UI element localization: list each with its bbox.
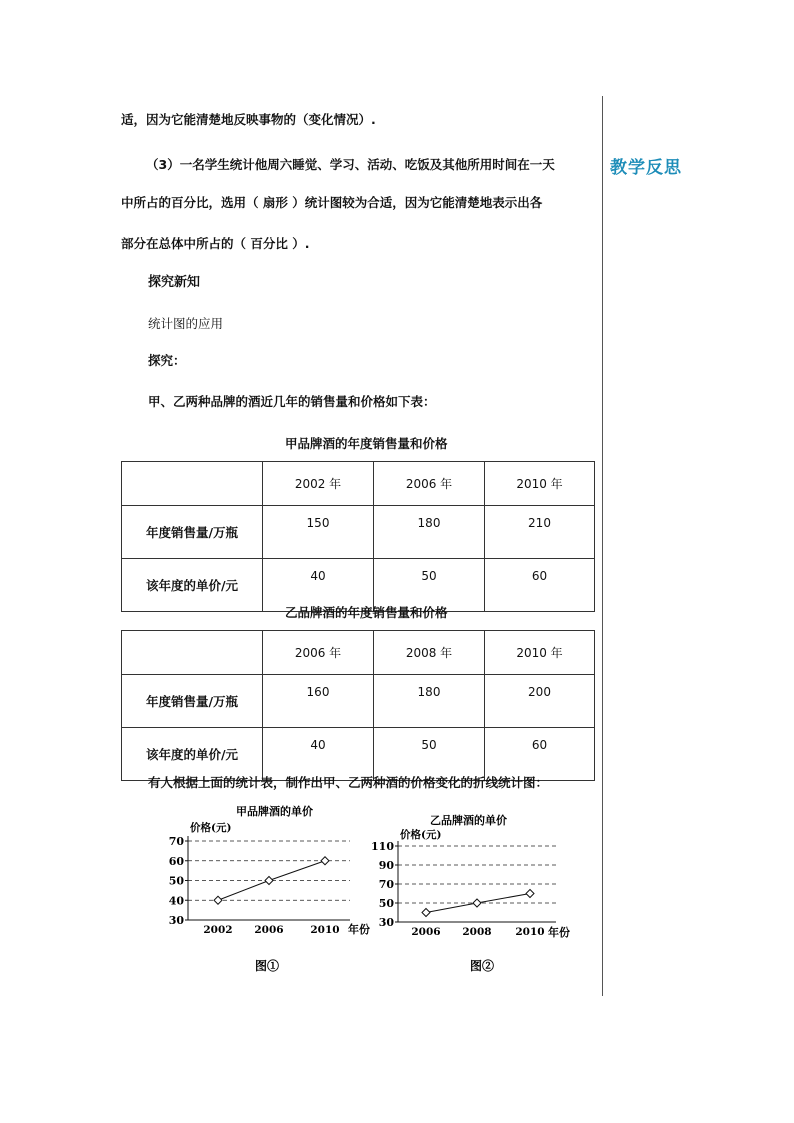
table-cell: 50 <box>374 728 485 781</box>
table-cell: 40 <box>263 728 374 781</box>
y-tick-label: 30 <box>378 916 394 929</box>
paragraph-4: 部分在总体中所占的（ 百分比 ）. <box>121 236 310 251</box>
table-cell: 50 <box>374 559 485 612</box>
table-row <box>122 675 595 728</box>
header-cell <box>122 631 263 675</box>
x-tick-label: 2010 <box>515 926 545 938</box>
header-cell: 2008 年 <box>374 631 485 675</box>
y-tick-label: 50 <box>378 897 394 910</box>
header-cell: 2010 年 <box>485 462 595 506</box>
intro-text: 甲、乙两种品牌的酒近几年的销售量和价格如下表： <box>148 394 436 409</box>
table1-title: 甲品牌酒的年度销售量和价格 <box>285 436 448 451</box>
table2-title: 乙品牌酒的年度销售量和价格 <box>285 605 448 620</box>
chart-brand-b-price <box>370 805 595 985</box>
row-label: 年度销售量/万瓶 <box>122 675 263 728</box>
table-cell: 60 <box>485 728 595 781</box>
data-point <box>526 890 534 898</box>
data-point <box>265 877 273 885</box>
paragraph-2: （3）一名学生统计他周六睡觉、学习、活动、吃饭及其他所用时间在一天 <box>146 157 555 172</box>
data-point <box>214 896 222 904</box>
table-cell: 210 <box>485 506 595 559</box>
y-tick-label: 110 <box>371 840 394 853</box>
x-tick-label: 2006 <box>411 926 441 938</box>
table-cell: 60 <box>485 559 595 612</box>
y-tick-label: 90 <box>378 859 394 872</box>
table-cell: 40 <box>263 559 374 612</box>
sub-heading: 统计图的应用 <box>148 316 224 331</box>
header-cell: 2002 年 <box>263 462 374 506</box>
data-point <box>321 857 329 865</box>
y-tick-label: 70 <box>168 835 184 848</box>
chart-brand-a-price <box>160 800 380 985</box>
chart-caption: 图① <box>254 959 280 973</box>
table-brand-a <box>121 461 595 612</box>
y-tick-label: 40 <box>168 894 184 908</box>
teaching-reflection-title: 教学反思 <box>610 158 682 178</box>
y-tick-label: 50 <box>168 874 184 888</box>
table-cell: 180 <box>374 675 485 728</box>
x-tick-label: 2006 <box>254 924 284 936</box>
header-cell <box>122 462 263 506</box>
x-axis-label: 年份 <box>548 926 570 939</box>
table-cell: 160 <box>263 675 374 728</box>
x-tick-label: 2010 <box>310 924 340 936</box>
row-label: 该年度的单价/元 <box>122 559 263 612</box>
header-cell: 2006 年 <box>374 462 485 506</box>
y-tick-label: 30 <box>168 914 184 927</box>
chart-title: 甲品牌酒的单价 <box>236 805 313 818</box>
header-cell: 2006 年 <box>263 631 374 675</box>
chart-intro-text: 有人根据上面的统计表，制作出甲、乙两种酒的价格变化的折线统计图： <box>148 775 549 790</box>
table-header-row <box>122 631 595 675</box>
paragraph-3: 中所占的百分比，选用（ 扇形 ）统计图较为合适，因为它能清楚地表示出各 <box>121 195 543 210</box>
x-tick-label: 2002 <box>203 924 233 936</box>
table-cell: 180 <box>374 506 485 559</box>
y-tick-label: 70 <box>378 878 394 891</box>
data-point <box>422 909 430 917</box>
y-axis-label: 价格(元) <box>190 822 232 834</box>
chart-caption: 图② <box>469 959 495 973</box>
margin-divider <box>602 96 603 996</box>
paragraph-1: 适，因为它能清楚地反映事物的（变化情况）. <box>121 112 376 127</box>
row-label: 该年度的单价/元 <box>122 728 263 781</box>
chart-title: 乙品牌酒的单价 <box>430 814 507 827</box>
table-cell: 200 <box>485 675 595 728</box>
section-heading: 探究新知 <box>148 275 201 290</box>
x-axis-label: 年份 <box>348 923 370 936</box>
header-cell: 2010 年 <box>485 631 595 675</box>
y-tick-label: 60 <box>168 854 184 868</box>
explore-label: 探究： <box>148 353 186 368</box>
table-row <box>122 506 595 559</box>
row-label: 年度销售量/万瓶 <box>122 506 263 559</box>
table-brand-b <box>121 630 595 781</box>
data-point <box>473 899 481 907</box>
table-cell: 150 <box>263 506 374 559</box>
table-header-row <box>122 462 595 506</box>
y-axis-label: 价格(元) <box>400 829 442 841</box>
x-tick-label: 2008 <box>462 926 492 938</box>
